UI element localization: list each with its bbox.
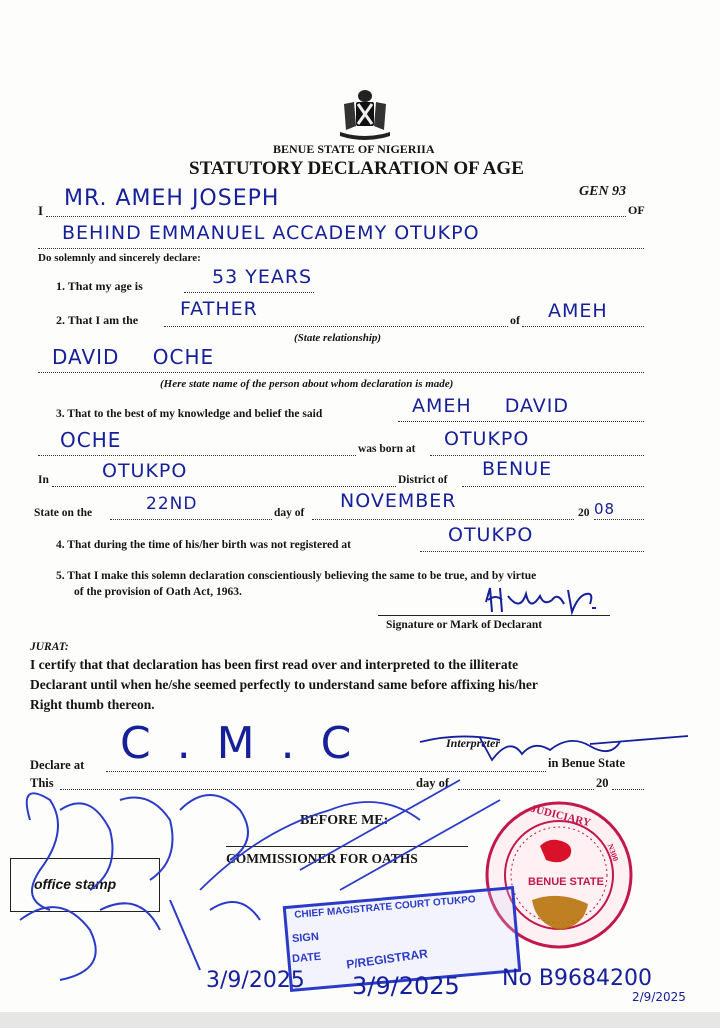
item1-label: 1. That my age is	[56, 279, 143, 293]
district-value: BENUE	[482, 458, 553, 480]
in-label: In	[38, 474, 49, 486]
month-value: NOVEMBER	[340, 490, 457, 512]
year-suffix: 08	[594, 500, 616, 518]
age-line	[184, 292, 314, 293]
month-line	[312, 519, 574, 520]
year-prefix: 20	[578, 507, 590, 519]
relationship-value: FATHER	[180, 298, 258, 320]
day-value: 22ND	[146, 494, 198, 514]
day-line	[110, 519, 272, 520]
state-name: BENUE STATE OF NIGERIIA	[273, 142, 435, 156]
of-label-2: of	[510, 313, 520, 327]
footer-date-1: 3/9/2025	[206, 968, 305, 993]
form-code: GEN 93	[579, 184, 627, 199]
jurat-year-label: 20	[596, 776, 609, 790]
item3-label: 3. That to the best of my knowledge and belief the said	[56, 408, 323, 420]
item5-line1: 5. That I make this solemn declaration conscientiously believing the same to be true, and by virtue	[56, 570, 537, 582]
signature-label: Signature or Mark of Declarant	[386, 619, 543, 631]
jurat-line1: I certify that that declaration has been first read over and interpreted to the illiterate	[30, 657, 519, 672]
jurat-line3: Right thumb thereon.	[30, 697, 155, 712]
relationship-line	[164, 326, 508, 327]
address-line	[38, 248, 644, 249]
in-benue-state: in Benue State	[548, 756, 626, 770]
office-stamp-label: office stamp	[34, 876, 117, 892]
judiciary-state: BENUE STATE	[528, 876, 604, 888]
district-label: District of	[398, 474, 448, 486]
town-value: OTUKPO	[102, 460, 188, 482]
court-sign-label: SIGN	[291, 930, 320, 946]
court-stamp-title: CHIEF MAGISTRATE COURT OTUKPO	[293, 894, 477, 921]
form-title: STATUTORY DECLARATION OF AGE	[189, 158, 524, 179]
before-me-label: BEFORE ME:	[300, 813, 389, 828]
registration-place: OTUKPO	[448, 524, 534, 546]
said-line-1	[398, 421, 644, 422]
item5-line2: of the provision of Oath Act, 1963.	[74, 586, 242, 598]
subject-line-2	[38, 372, 644, 373]
year-line	[594, 519, 644, 520]
coat-of-arms-icon	[334, 86, 396, 138]
birth-place: OTUKPO	[444, 428, 530, 450]
judiciary-code: N300	[605, 842, 621, 863]
item2-label: 2. That I am the	[56, 313, 139, 327]
said-name-1: AMEH DAVID	[412, 395, 570, 417]
viewer-bottom-bar	[0, 1012, 720, 1028]
state-on-label: State on the	[34, 507, 93, 519]
subject-name-1: AMEH	[548, 300, 608, 322]
i-label: I	[38, 203, 44, 218]
court-date-label: DATE	[291, 950, 322, 966]
interpreter-signature	[420, 730, 700, 770]
subject-name-2: DAVID OCHE	[52, 345, 215, 369]
said-line-2	[38, 455, 356, 456]
jurat-line2: Declarant until when he/she seemed perfectly to understand same before affixing his/her	[30, 677, 538, 692]
declare-at-handwritten: C . M . C	[120, 718, 358, 769]
court-registrar: P/REGISTRAR	[345, 946, 429, 972]
town-line	[52, 486, 396, 487]
age-value: 53 YEARS	[212, 266, 313, 288]
intro-text: Do solemnly and sincerely declare:	[38, 252, 201, 264]
footer-date-3: 2/9/2025	[632, 990, 686, 1004]
item4-label: 4. That during the time of his/her birth was not registered at	[56, 539, 351, 551]
receipt-number: No B9684200	[502, 966, 652, 991]
declarant-address: BEHIND EMMANUEL ACCADEMY OTUKPO	[62, 222, 480, 244]
day-of-label: day of	[274, 507, 305, 519]
registration-line	[420, 551, 644, 552]
commissioner-label: COMMISSIONER FOR OATHS	[226, 851, 418, 866]
judiciary-top-text: JUDICIARY	[529, 802, 592, 830]
birth-place-line	[430, 455, 644, 456]
declarant-name: MR. AMEH JOSEPH	[64, 186, 280, 211]
born-at-label: was born at	[358, 443, 416, 455]
district-line	[462, 486, 644, 487]
subject-line-1	[522, 326, 644, 327]
jurat-title: JURAT:	[30, 641, 69, 653]
state-relationship-note: (State relationship)	[294, 332, 382, 344]
interpreter-label: Interpreter	[446, 736, 500, 750]
said-name-2: OCHE	[60, 428, 122, 452]
name-note: (Here state name of the person about whom declaration is made)	[160, 378, 454, 390]
this-label: This	[30, 776, 54, 790]
name-line	[46, 216, 626, 217]
of-label: OF	[628, 203, 645, 217]
jurat-day-of-label: day of	[416, 776, 449, 790]
declare-at-label: Declare at	[30, 758, 85, 772]
footer-date-2: 3/9/2025	[352, 972, 460, 1000]
declarant-signature	[480, 582, 610, 618]
signature-line	[378, 615, 610, 616]
